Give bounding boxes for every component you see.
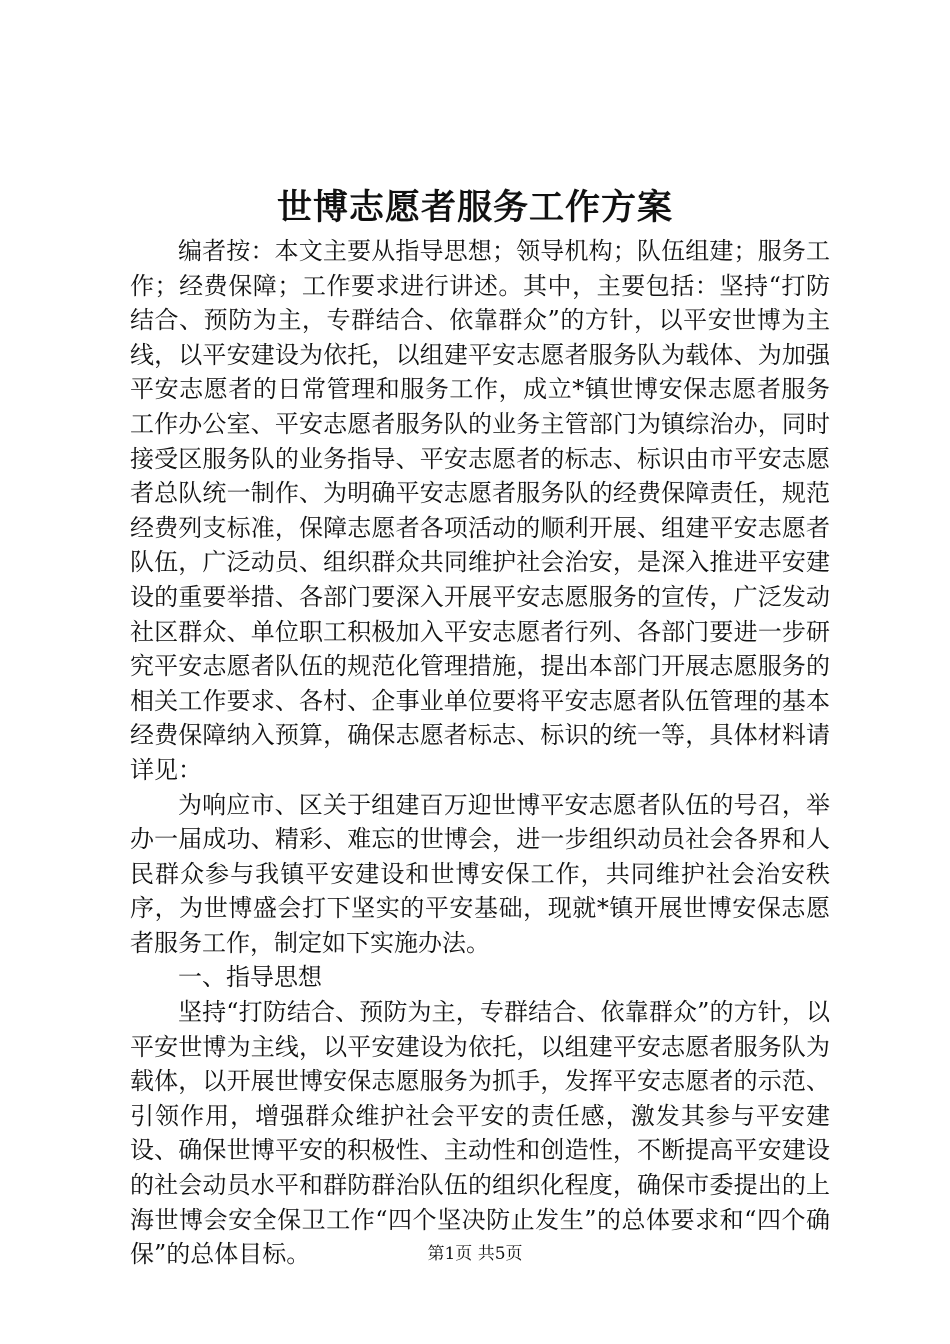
editor-note-paragraph: 编者按：本文主要从指导思想；领导机构；队伍组建；服务工作；经费保障；工作要求进行讲述。其中，主要包括：坚持“打防结合、预防为主，专群结合、依靠群众”的方针，以平安世博为主线，以平安建设为依托，以组建平安志愿者服务队为载体、为加强平安志愿者的日常管理和服务工作，成立*镇世博安保志愿者服务工作办公室、平安志愿者服务队的业务主管部门为镇综治办，同时接受区服务队的业务指导、平安志愿者的标志、标识由市平安志愿者总队统一制作、为明确平安志愿者服务队的经费保障责任，规范经费列支标准，保障志愿者各项活动的顺利开展、组建平安志愿者队伍，广泛动员、组织群众共同维护社会治安，是深入推进平安建设的重要举措、各部门要深入开展平安志愿服务的宣传，广泛发动社区群众、单位职工积极加入平安志愿者行列、各部门要进一步研究平安志愿者队伍的规范化管理措施，提出本部门开展志愿服务的相关工作要求、各村、企事业单位要将平安志愿者队伍管理的基本经费保障纳入预算，确保志愿者标志、标识的统一等，具体材料请详见： bbox=[130, 237, 830, 784]
document-body bbox=[130, 234, 830, 1272]
section-heading: 一、指导思想 bbox=[178, 963, 322, 992]
section-paragraph: 坚持“打防结合、预防为主，专群结合、依靠群众”的方针，以平安世博为主线，以平安建设为依托，以组建平安志愿者服务队为载体，以开展世博安保志愿服务为抓手，发挥平安志愿者的示范、引领作用，增强群众维护社会平安的责任感，激发其参与平安建设、确保世博平安的积极性、主动性和创造性，不断提高平安建设的社会动员水平和群防群治队伍的组织化程度，确保市委提出的上海世博会安全保卫工作“四个坚决防止发生”的总体要求和“四个确保”的总体目标。 bbox=[130, 998, 830, 1269]
intro-paragraph: 为响应市、区关于组建百万迎世博平安志愿者队伍的号召，举办一届成功、精彩、难忘的世博会，进一步组织动员社会各界和人民群众参与我镇平安建设和世博安保工作，共同维护社会治安秩序，为世博盛会打下坚实的平安基础，现就*镇开展世博安保志愿者服务工作，制定如下实施办法。 bbox=[130, 790, 830, 957]
document-title: 世博志愿者服务工作方案 bbox=[276, 187, 673, 228]
page-footer: 第1页 共5页 bbox=[427, 1244, 523, 1264]
